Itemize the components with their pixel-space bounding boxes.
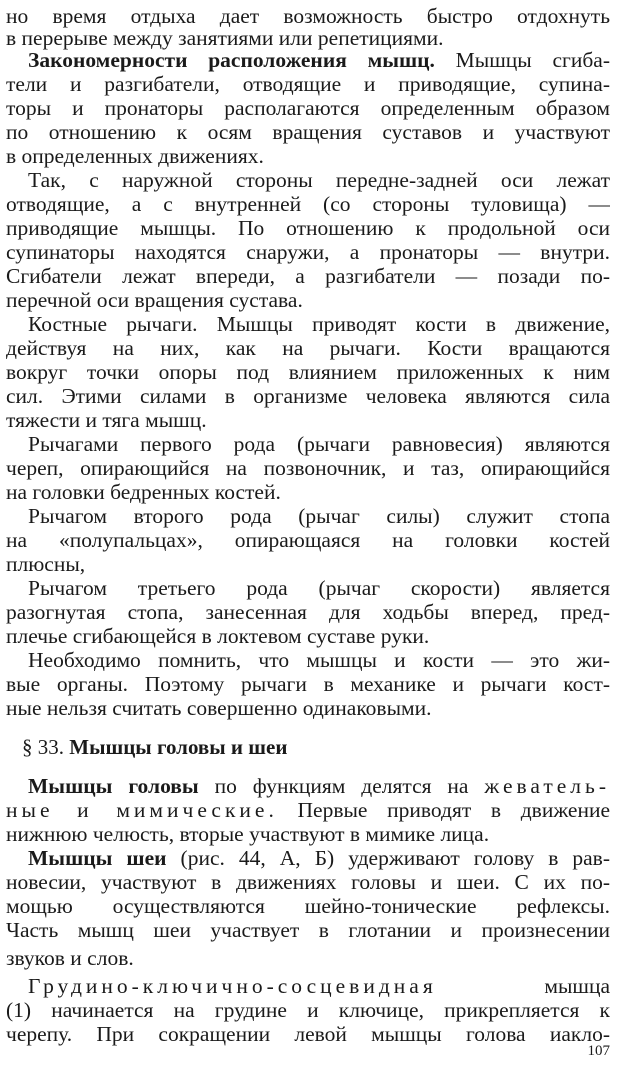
text-run: Первые приводят в движение (277, 798, 610, 822)
text-line: по отношению к осям вращения суставов и участвуют (6, 120, 610, 144)
text-line: звуков и слов. (6, 946, 134, 970)
text-line: мощью осуществляются шейно-тонические рефлексы. (6, 894, 610, 918)
text-line: Так, с наружной стороны передне-задней оси лежат (28, 168, 610, 192)
text-line: новесии, участвуют в движениях головы и шеи. С их по- (6, 870, 610, 894)
page-number: 107 (587, 1043, 610, 1059)
text-line: Часть мышц шеи участвует в глотании и произнесении (6, 918, 610, 942)
text-line: тели и разгибатели, отводящие и приводящие, супина- (6, 72, 610, 96)
text-line: отводящие, а с внутренней (со стороны туловища) — (6, 192, 610, 216)
text-line: черепу. При сокращении левой мышцы голова иакло- (6, 1022, 610, 1046)
section-title: Мышцы головы и шеи (69, 735, 288, 759)
text-line: Костные рычаги. Мышцы приводят кости в движение, (28, 312, 610, 336)
text-line: сил. Этими силами в организме человека являются сила (6, 384, 610, 408)
run-in-heading: Мышцы головы (28, 774, 199, 798)
run-in-heading: Закономерности расположения мышц. (28, 48, 435, 72)
text-line: перечной оси вращения сустава. (6, 288, 303, 312)
text-run: по функциям делятся на (198, 774, 485, 798)
text-line: ные нельзя считать совершенно одинаковыми. (6, 696, 432, 720)
text-run: Мышцы сгиба- (434, 48, 610, 72)
text-line: вые органы. Поэтому рычаги в механике и рычаги кост- (6, 672, 610, 696)
text-line: Рычагом второго рода (рычаг силы) служит стопа (28, 504, 610, 528)
text-line (28, 846, 610, 870)
spaced-term: Грудино-ключично-сосцевидная (28, 974, 437, 998)
text-line: тяжести и тяга мышц. (6, 408, 207, 432)
text-line: Рычагом третьего рода (рычаг скорости) является (28, 576, 610, 600)
text-line: Сгибатели лежат впереди, а разгибатели — позади по- (6, 264, 610, 288)
text-line: разогнутая стопа, занесенная для ходьбы вперед, пред- (6, 600, 610, 624)
text-run: (рис. 44, А, Б) удерживают голову в рав- (166, 846, 610, 870)
text-line: приводящие мышцы. По отношению к продольной оси (6, 216, 610, 240)
text-line: на «полупальцах», опирающаяся на головки костей (6, 528, 610, 552)
text-line: действуя на них, как на рычаги. Кости вращаются (6, 336, 610, 360)
text-line (28, 774, 610, 798)
text-line (6, 798, 610, 822)
text-line: супинаторы находятся снаружи, а пронаторы — внутри. (6, 240, 610, 264)
text-line: (1) начинается на грудине и ключице, прикрепляется к (6, 998, 610, 1022)
text-line: на головки бедренных костей. (6, 480, 281, 504)
text-line (28, 48, 610, 72)
text-line: в определенных движениях. (6, 144, 264, 168)
run-in-heading: Мышцы шеи (28, 846, 167, 870)
text-line: Рычагами первого рода (рычаги равновесия) являются (28, 432, 610, 456)
section-heading (22, 735, 287, 759)
spaced-term: ные и мимические. (6, 798, 278, 822)
text-line: нижнюю челюсть, вторые участвуют в мимике лица. (6, 822, 490, 846)
text-line: но время отдыха дает возможность быстро отдохнуть (6, 4, 610, 28)
text-line (28, 974, 610, 998)
text-line: плюсны, (6, 552, 86, 576)
text-line: череп, опирающийся на позвоночник, и таз, опирающийся (6, 456, 610, 480)
text-line: вокруг точки опоры под влиянием приложенных к ним (6, 360, 610, 384)
text-run: мышца (436, 974, 610, 998)
text-line: в перерыве между занятиями или репетициями. (6, 26, 444, 50)
text-line: плечье сгибающейся в локтевом суставе руки. (6, 624, 430, 648)
spaced-term: жеватель- (484, 774, 610, 798)
text-line: торы и пронаторы располагаются определенным образом (6, 96, 610, 120)
section-number: § 33. (22, 735, 64, 759)
text-line: Необходимо помнить, что мышцы и кости — это жи- (28, 648, 610, 672)
